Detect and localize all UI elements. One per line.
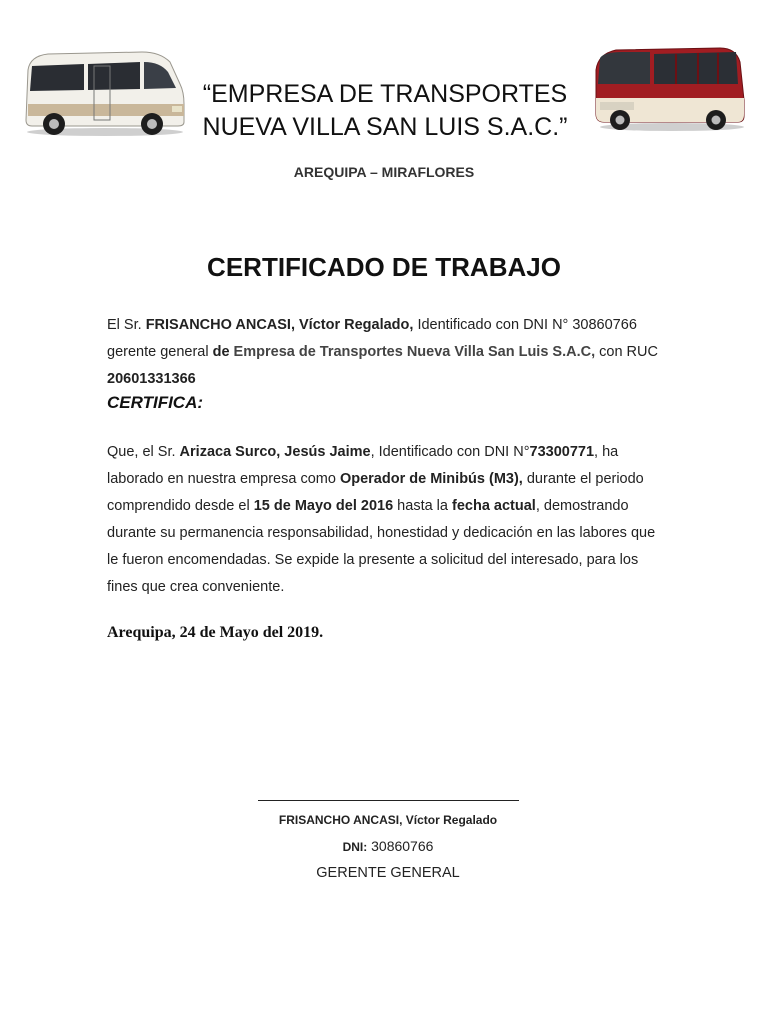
- red-minibus-icon: [592, 40, 746, 134]
- body-text-2: , Identificado con DNI N°: [370, 444, 530, 460]
- body-text-5: hasta la: [393, 498, 452, 514]
- body-text-6: , demostrando durante su permanencia responsabilidad, honestidad y dedicación en las labores que le fueron encomendadas. Se expide la presente a solicitud del interesado, para los fines que crea conveniente.: [107, 498, 656, 595]
- company-name-heading: [180, 78, 590, 144]
- worker-position: Operador de Minibús (M3),: [339, 471, 523, 487]
- intro-de: de: [212, 344, 230, 360]
- company-name-inline: Empresa de Transportes Nueva Villa San Luis S.A.C,: [229, 344, 596, 360]
- document-title: CERTIFICADO DE TRABAJO: [207, 252, 561, 282]
- body-text-1: Que, el Sr.: [107, 444, 180, 460]
- body-text-4: durante el periodo comprendido desde el: [107, 471, 644, 514]
- signer-dni-value: 30860766: [367, 838, 434, 854]
- intro-text-1: El Sr.: [107, 317, 146, 333]
- intro-text-2: Identificado con DNI N° 30860766 gerente general: [107, 317, 637, 360]
- signer-dni-label: DNI:: [342, 840, 368, 854]
- worker-dni: 73300771: [529, 444, 595, 460]
- intro-paragraph: [107, 312, 667, 393]
- certifica-heading: CERTIFICA:: [107, 393, 204, 412]
- company-name-line1: “EMPRESA DE TRANSPORTES: [202, 80, 568, 108]
- end-date: fecha actual: [452, 498, 536, 514]
- signer-name: FRISANCHO ANCASI, Víctor Regalado: [278, 813, 498, 827]
- manager-name: FRISANCHO ANCASI, Víctor Regalado,: [145, 317, 414, 333]
- signer-dni: [0, 838, 768, 854]
- worker-name: Arizaca Surco, Jesús Jaime: [179, 444, 371, 460]
- signer-role: GERENTE GENERAL: [316, 865, 460, 881]
- body-paragraph: [107, 439, 667, 601]
- date-place: Arequipa, 24 de Mayo del 2019.: [107, 624, 324, 641]
- body-text-3: , ha laborado en nuestra empresa como: [107, 444, 619, 487]
- company-location: AREQUIPA – MIRAFLORES: [293, 164, 475, 180]
- ruc-number: 20601331366: [107, 371, 196, 387]
- intro-text-3: con RUC: [595, 344, 658, 360]
- company-name-line2: NUEVA VILLA SAN LUIS S.A.C.”: [202, 113, 568, 141]
- signature-line: [258, 800, 519, 801]
- white-minibus-icon: [22, 44, 188, 140]
- start-date: 15 de Mayo del 2016: [253, 498, 394, 514]
